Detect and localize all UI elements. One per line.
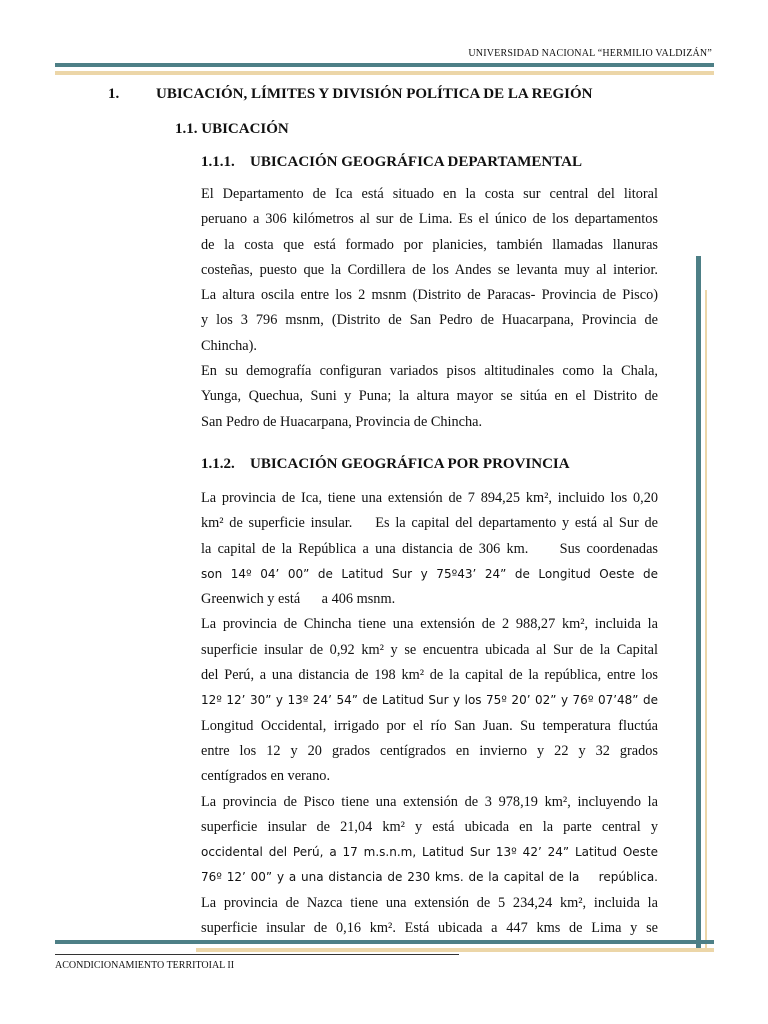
- footer-rule-teal: [55, 940, 714, 944]
- text-line: Chincha).: [201, 337, 257, 354]
- text-line: Longitud Occidental, irrigado por el río San Juan. Su temperatura fluctúa: [201, 717, 658, 734]
- text-line: La provincia de Pisco tiene una extensión de 3 978,19 km², incluyendo la: [201, 793, 658, 810]
- text-line: del Perú, a una distancia de 198 km² de la capital de la república, entre los: [201, 667, 658, 684]
- section-title: UBICACIÓN, LÍMITES Y DIVISIÓN POLÍTICA DE LA REGIÓN: [156, 86, 593, 102]
- text-line: La provincia de Ica, tiene una extensión de 7 894,25 km², incluido los 0,20: [201, 490, 658, 506]
- text-line: Greenwich y está a 406 msnm.: [201, 591, 396, 608]
- text-line: centígrados en verano.: [201, 768, 331, 785]
- footer-rule-thin: [55, 954, 459, 955]
- text-line: La provincia de Nazca tiene una extensión de 5 234,24 km², incluida la: [201, 894, 658, 911]
- text-line: San Pedro de Huacarpana, Provincia de Chincha.: [201, 413, 483, 430]
- header-rule-sand: [55, 71, 714, 75]
- sub2-heading: [201, 456, 570, 473]
- text-line: 12º 12’ 30” y 13º 24’ 54” de Latitud Sur y los 75º 20’ 02” y 76º 07’48” de: [201, 693, 658, 708]
- footer-text: ACONDICIONAMIENTO TERRITOIAL II: [55, 960, 235, 971]
- footer-rule-sand: [196, 948, 714, 952]
- text-line: 76º 12’ 00” y a una distancia de 230 kms. de la capital de la república.: [201, 870, 658, 885]
- sub1-body: [201, 182, 658, 435]
- text-line: superficie insular de 0,92 km² y se encuentra ubicada al Sur de la Capital: [201, 641, 658, 658]
- header-rule-teal: [55, 63, 714, 67]
- subsection-heading: 1.1. UBICACIÓN: [175, 121, 289, 137]
- text-line: Yunga, Quechua, Suni y Puna; la altura mayor se sitúa en el Distrito de: [201, 388, 658, 405]
- section-heading: [108, 86, 592, 103]
- text-line: La provincia de Chincha tiene una extensión de 2 988,27 km², incluida la: [201, 616, 658, 633]
- text-line: y los 3 796 msnm, (Distrito de San Pedro de Huacarpana, Provincia de: [201, 312, 658, 329]
- text-line: El Departamento de Ica está situado en la costa sur central del litoral: [201, 186, 658, 202]
- text-line: la capital de la República a una distancia de 306 km. Sus coordenadas: [201, 540, 658, 557]
- text-line: superficie insular de 21,04 km² y está ubicada en la parte central y: [201, 818, 658, 835]
- text-line: entre los 12 y 20 grados centígrados en invierno y 22 y 32 grados: [201, 742, 658, 759]
- sub2-title: UBICACIÓN GEOGRÁFICA POR PROVINCIA: [250, 456, 570, 472]
- header-institution: UNIVERSIDAD NACIONAL “HERMILIO VALDIZÁN”: [468, 48, 712, 59]
- sub1-number: 1.1.1.: [201, 154, 235, 170]
- text-line: superficie insular de 0,16 km². Está ubicada a 447 kms de Lima y se: [201, 920, 658, 937]
- margin-rule-sand: [705, 290, 707, 952]
- sub2-number: 1.1.2.: [201, 456, 235, 472]
- text-line: son 14º 04’ 00” de Latitud Sur y 75º43’ 24” de Longitud Oeste de: [201, 566, 658, 581]
- text-line: En su demografía configuran variados pisos altitudinales como la Chala,: [201, 363, 658, 380]
- sub1-heading: [201, 154, 582, 171]
- text-line: de la costa que está formado por planicies, también llamadas llanuras: [201, 236, 658, 253]
- section-number: 1.: [108, 86, 120, 102]
- text-line: km² de superficie insular. Es la capital del departamento y está al Sur de: [201, 515, 658, 532]
- sub1-title: UBICACIÓN GEOGRÁFICA DEPARTAMENTAL: [250, 154, 582, 170]
- text-line: peruano a 306 kilómetros al sur de Lima. Es el único de los departamentos: [201, 211, 658, 228]
- text-line: occidental del Perú, a 17 m.s.n.m, Latitud Sur 13º 42’ 24” Latitud Oeste: [201, 845, 658, 860]
- text-line: La altura oscila entre los 2 msnm (Distrito de Paracas- Provincia de Pisco): [201, 287, 658, 304]
- sub2-body: [201, 486, 658, 941]
- margin-rule-teal: [696, 256, 701, 950]
- text-line: costeñas, puesto que la Cordillera de los Andes se levanta muy al interior.: [201, 261, 658, 278]
